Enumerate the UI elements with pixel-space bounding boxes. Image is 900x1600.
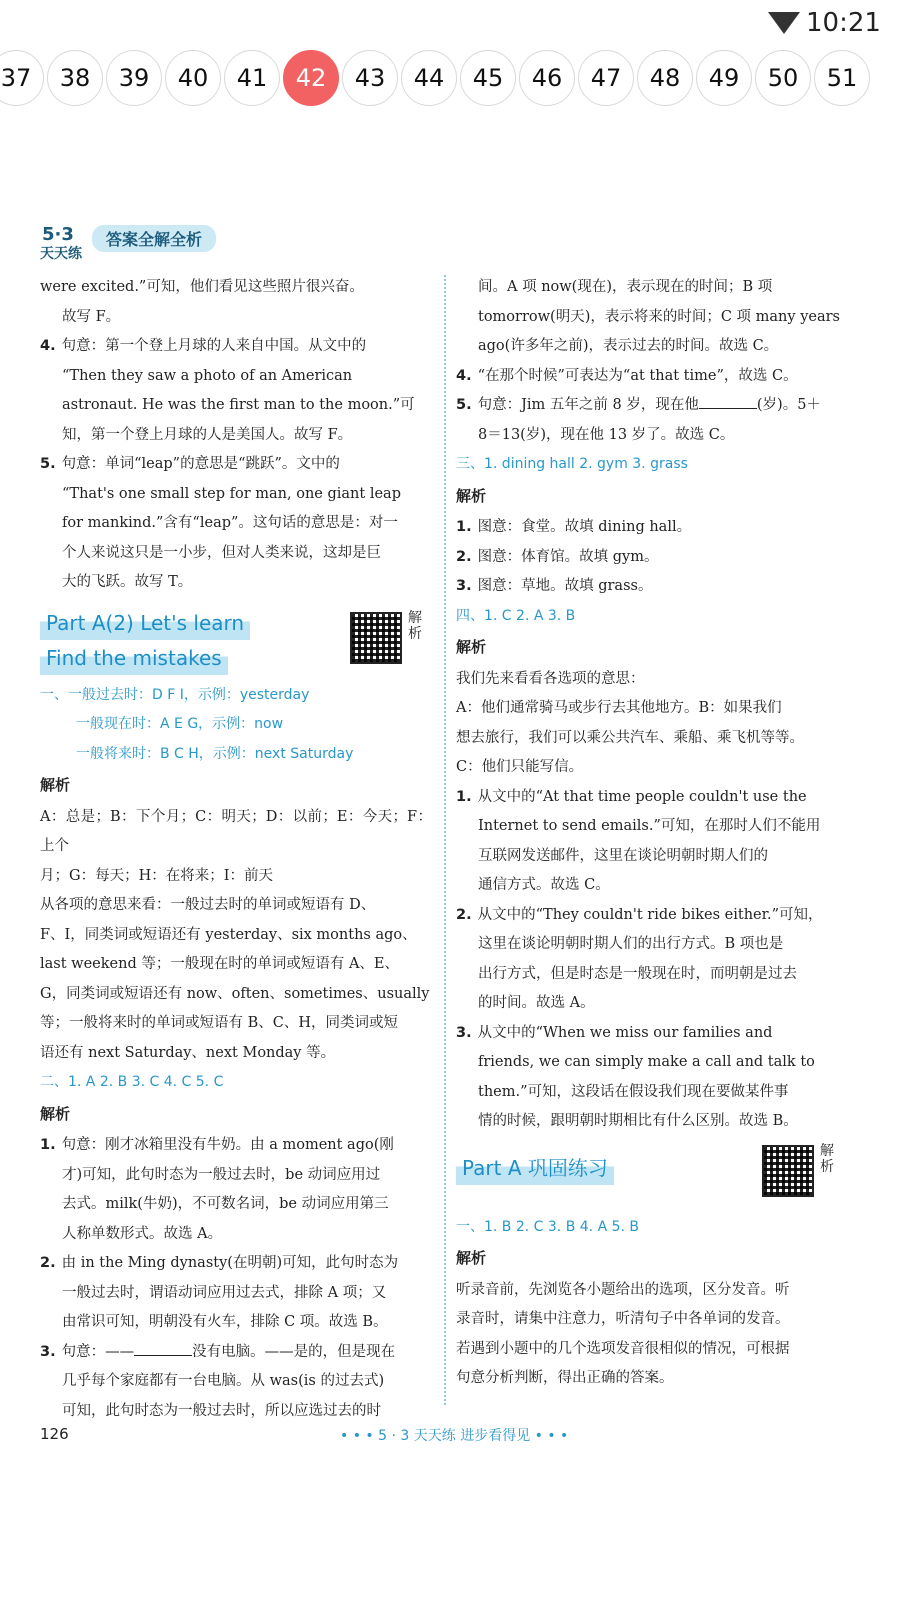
text-line: 由常识可知，明朝没有火车，排除 C 项。故选 B。 <box>62 1314 388 1330</box>
text-line: “That's one small step for man, one giant leap <box>62 485 401 502</box>
qr-code-icon[interactable] <box>762 1145 814 1197</box>
item-number: 2. <box>456 548 472 565</box>
text-line: 从文中的“They couldn't ride bikes either.”可知， <box>477 906 823 923</box>
text-line: for mankind.”含有“leap”。这句话的意思是：对一 <box>62 515 398 531</box>
text-line: F、I，同类词或短语还有 yesterday、six months ago、 <box>40 926 417 943</box>
page-button-44[interactable]: 44 <box>401 50 457 106</box>
clock: 10:21 <box>806 8 881 38</box>
page-button-45[interactable]: 45 <box>460 50 516 106</box>
text-line: 情的时候，跟明朝时期相比有什么区别。故选 B。 <box>478 1113 798 1129</box>
text-line: 8＝13(岁)，现在他 13 岁了。故选 C。 <box>478 426 735 443</box>
text-line: 录音时，请集中注意力，听清句子中各单词的发音。 <box>456 1311 790 1327</box>
item-number: 3. <box>456 578 472 594</box>
page-footer <box>40 1425 860 1455</box>
answer-line: 一般现在时：A E G，示例：now <box>76 716 284 732</box>
text-line: them.”可知，这段话在假设我们现在要做某件事 <box>478 1083 789 1100</box>
answer-blank <box>134 1341 192 1356</box>
text-line: 才)可知，此句时态为一般过去时，be 动词应用过 <box>62 1166 381 1183</box>
page-button-37[interactable]: 37 <box>0 50 44 106</box>
page-button-42[interactable]: 42 <box>283 50 339 106</box>
text-line: 通信方式。故选 C。 <box>478 877 610 893</box>
text-line: 图意：草地。故填 grass。 <box>477 578 653 594</box>
right-column <box>456 273 854 1394</box>
text-line: 若遇到小题中的几个选项发音很相似的情况，可根据 <box>456 1340 790 1357</box>
text-line: astronaut. He was the first man to the moon.”可 <box>62 397 415 413</box>
text-line: 想去旅行，我们可以乘公共汽车、乘船、乘飞机等等。 <box>456 729 804 746</box>
text-line: 大的飞跃。故写 T。 <box>62 574 193 590</box>
text-line: 由 in the Ming dynasty(在明朝)可知，此句时态为 <box>61 1255 399 1271</box>
page-button-38[interactable]: 38 <box>47 50 103 106</box>
text-line: 出行方式，但是时态是一般现在时，而明朝是过去 <box>478 965 797 982</box>
svg-text:5·3: 5·3 <box>42 224 74 245</box>
text-line: 句意：单词“leap”的意思是“跳跃”。文中的 <box>61 456 340 472</box>
page-button-51[interactable]: 51 <box>814 50 870 106</box>
text-line: 等；一般将来时的单词或短语有 B、C、H，同类词或短 <box>40 1015 399 1031</box>
footer-slogan: • • • 5 · 3 天天练 进步看得见 • • • <box>340 1428 569 1444</box>
answer-blank <box>699 394 757 409</box>
text-line: 句意：第一个登上月球的人来自中国。从文中的 <box>61 338 367 354</box>
text-line: 我们先来看看各选项的意思： <box>456 670 645 687</box>
column-divider <box>444 275 446 1405</box>
status-bar <box>0 0 900 48</box>
text-line: 一般过去时，谓语动词应用过去式，排除 A 项；又 <box>62 1284 387 1301</box>
text-line: tomorrow(明天)，表示将来的时间；C 项 many years <box>478 308 840 325</box>
text-line: A：总是；B：下个月；C：明天；D：以前；E：今天；F：上个 <box>40 808 432 854</box>
section-heading-block <box>40 606 432 677</box>
text-line: “Then they saw a photo of an American <box>62 367 353 384</box>
text-line: 图意：食堂。故填 dining hall。 <box>477 519 692 535</box>
text-line: 去式。milk(牛奶)，不可数名词，be 动词应用第三 <box>62 1196 389 1212</box>
item-number: 2. <box>456 906 472 923</box>
page-button-49[interactable]: 49 <box>696 50 752 106</box>
text-line: ago(许多年之前)，表示过去的时间。故选 C。 <box>478 338 779 354</box>
text-line: friends, we can simply make a call and talk to <box>478 1054 815 1070</box>
section-subtitle: Find the mistakes <box>40 641 228 675</box>
item-number: 1. <box>456 519 472 535</box>
page-button-43[interactable]: 43 <box>342 50 398 106</box>
section-title: Part A(2) Let's learn <box>40 606 250 640</box>
qr-label: 解析 <box>408 609 422 642</box>
analysis-heading: 解析 <box>40 776 71 794</box>
item-number: 4. <box>40 338 56 354</box>
text-line: 人称单数形式。故选 A。 <box>62 1225 223 1242</box>
answer-banner: 答案全解全析 <box>92 225 216 252</box>
wifi-icon <box>768 12 800 34</box>
answer-line: 二、1. A 2. B 3. C 4. C 5. C <box>40 1074 224 1090</box>
page-button-46[interactable]: 46 <box>519 50 575 106</box>
text-line: 故写 F。 <box>62 308 121 325</box>
section-title: Part A 巩固练习 <box>456 1151 614 1185</box>
page-button-48[interactable]: 48 <box>637 50 693 106</box>
text-line: Internet to send emails.”可知，在那时人们不能用 <box>478 818 821 834</box>
text-line: 没有电脑。——是的，但是现在 <box>192 1343 396 1360</box>
analysis-heading: 解析 <box>456 486 487 505</box>
text-line: 从文中的“At that time people couldn't use the <box>477 788 807 805</box>
item-number: 4. <box>456 367 472 384</box>
text-line: 句意：Jim 五年之前 8 岁，现在他 <box>477 397 699 413</box>
text-line: were excited.”可知，他们看见这些照片很兴奋。 <box>40 279 364 295</box>
page-button-39[interactable]: 39 <box>106 50 162 106</box>
section-heading-block <box>456 1142 854 1209</box>
text-line: A：他们通常骑马或步行去其他地方。B：如果我们 <box>456 700 782 716</box>
item-number: 1. <box>40 1137 56 1153</box>
page-button-47[interactable]: 47 <box>578 50 634 106</box>
analysis-heading: 解析 <box>40 1104 71 1123</box>
item-number: 5. <box>40 456 56 472</box>
text-line: 语还有 next Saturday、next Monday 等。 <box>40 1044 336 1061</box>
text-line: G，同类词或短语还有 now、often、sometimes、usually <box>40 985 430 1002</box>
text-line: 这里在谈论明朝时期人们的出行方式。B 项也是 <box>478 936 784 952</box>
item-number: 1. <box>456 788 472 805</box>
brand-logo <box>40 220 90 262</box>
answer-line: 一、一般过去时：D F I，示例：yesterday <box>40 686 310 703</box>
qr-label: 解析 <box>820 1142 834 1175</box>
text-line: 听录音前，先浏览各小题给出的选项，区分发音。听 <box>456 1281 790 1298</box>
left-column <box>40 273 432 1426</box>
text-line: 个人来说这只是一小步，但对人类来说，这却是巨 <box>62 544 381 561</box>
text-line: 可知，此句时态为一般过去时，所以应选过去的时 <box>62 1402 381 1419</box>
text-line: 间。A 项 now(现在)，表示现在的时间；B 项 <box>478 279 773 295</box>
item-number: 3. <box>40 1343 56 1360</box>
answer-line: 一、1. B 2. C 3. B 4. A 5. B <box>456 1218 640 1235</box>
text-line: 句意：—— <box>61 1343 135 1360</box>
answer-line: 三、1. dining hall 2. gym 3. grass <box>456 456 688 472</box>
text-line: 几乎每个家庭都有一台电脑。从 was(is 的过去式) <box>62 1373 385 1389</box>
text-line: 互联网发送邮件，这里在谈论明朝时期人们的 <box>478 847 768 864</box>
text-line: 句意分析判断，得出正确的答案。 <box>456 1370 674 1386</box>
page-button-40[interactable]: 40 <box>165 50 221 106</box>
document-page <box>0 215 900 1595</box>
text-line: 从各项的意思来看：一般过去时的单词或短语有 D、 <box>40 897 376 913</box>
text-line: 的时间。故选 A。 <box>478 995 595 1011</box>
page-button-41[interactable]: 41 <box>224 50 280 106</box>
text-line: C：他们只能写信。 <box>456 759 584 775</box>
answer-line: 一般将来时：B C H，示例：next Saturday <box>76 745 354 762</box>
text-line: (岁)。5＋ <box>756 397 821 413</box>
page-button-50[interactable]: 50 <box>755 50 811 106</box>
text-line: last weekend 等；一般现在时的单词或短语有 A、E、 <box>40 956 399 972</box>
text-line: 月；G：每天；H：在将来；I：前天 <box>40 867 273 884</box>
analysis-heading: 解析 <box>456 1249 487 1267</box>
item-number: 2. <box>40 1255 56 1271</box>
item-number: 3. <box>456 1024 472 1041</box>
answer-line: 四、1. C 2. A 3. B <box>456 607 576 624</box>
page-number: 126 <box>40 1425 69 1443</box>
text-line: 图意：体育馆。故填 gym。 <box>477 548 659 565</box>
page-selector <box>0 48 900 112</box>
text-line: 句意：刚才冰箱里没有牛奶。由 a moment ago(刚 <box>61 1137 394 1153</box>
svg-text:天天练: 天天练 <box>40 246 82 262</box>
text-line: “在那个时候”可表达为“at that time”，故选 C。 <box>477 367 798 384</box>
item-number: 5. <box>456 397 472 413</box>
text-line: 知，第一个登上月球的人是美国人。故写 F。 <box>62 426 353 443</box>
qr-code-icon[interactable] <box>350 612 402 664</box>
text-line: 从文中的“When we miss our families and <box>477 1024 773 1041</box>
analysis-heading: 解析 <box>456 638 487 656</box>
